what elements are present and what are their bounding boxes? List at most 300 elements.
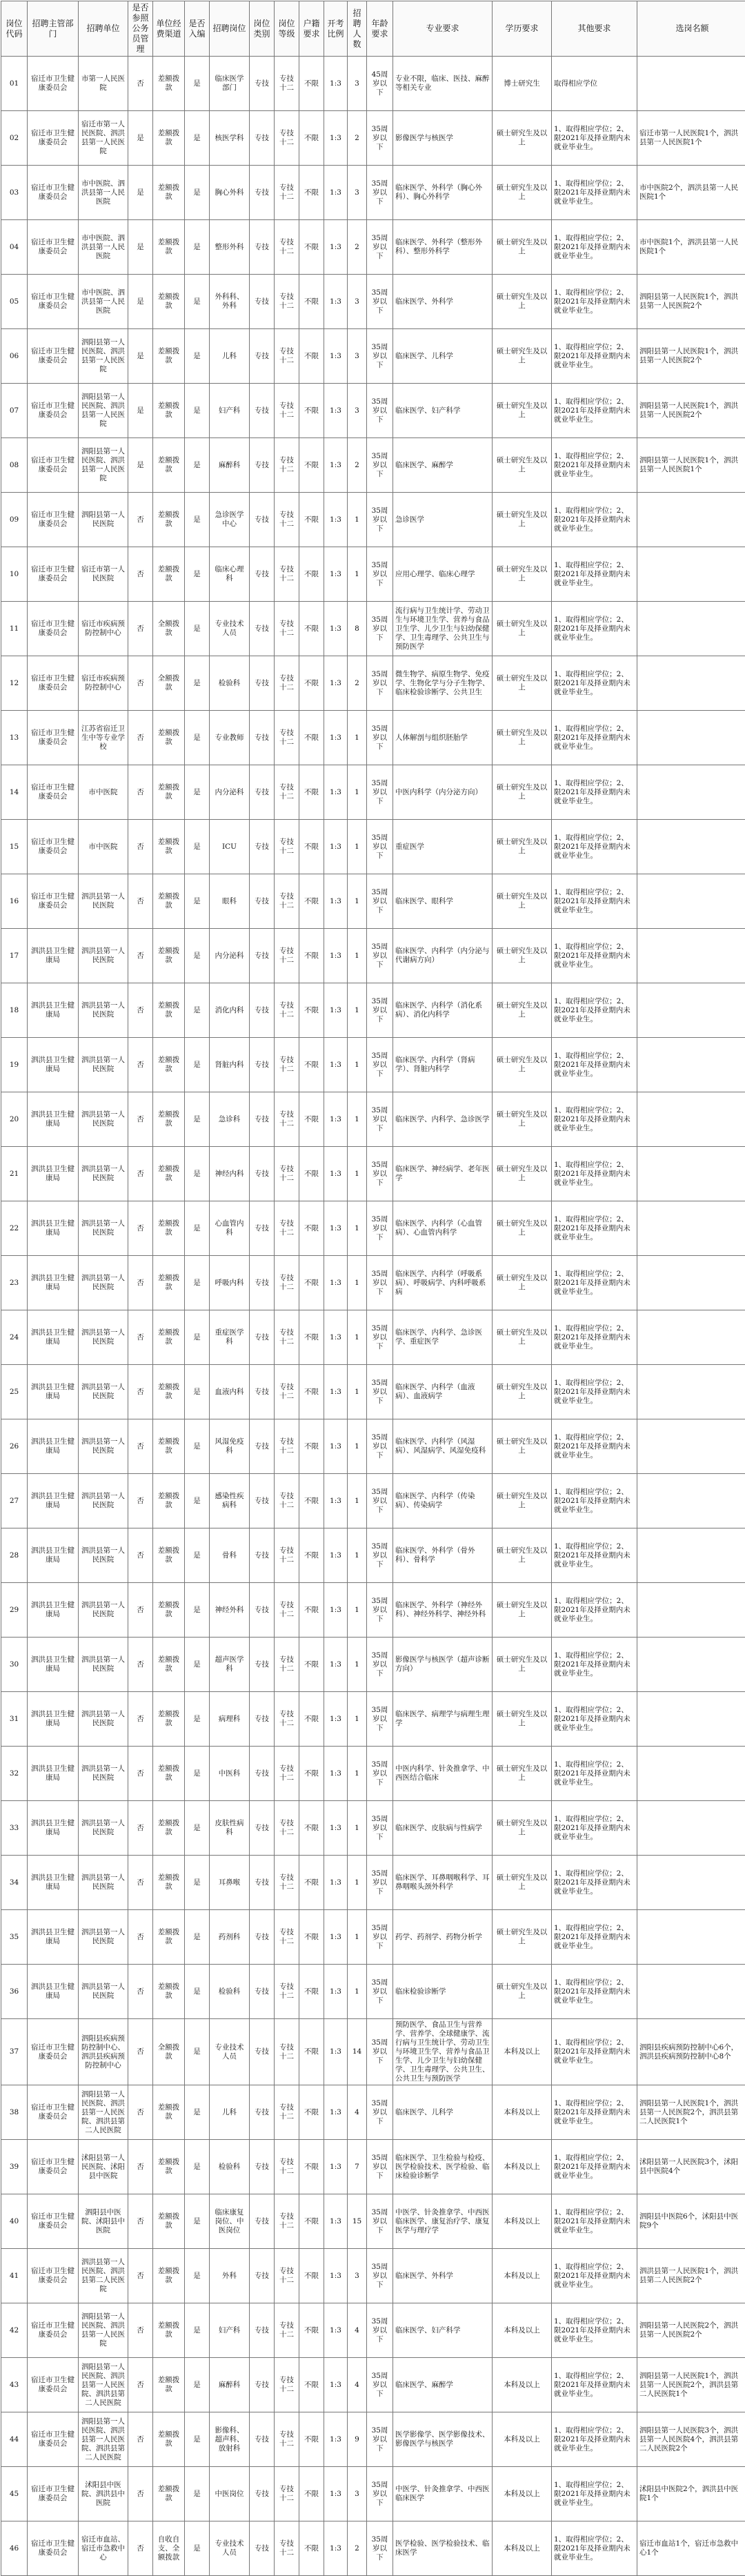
cell-col-major: 医学影像学、医学影像技术、影像医学与核医学 (393, 2412, 493, 2467)
table-row (1, 983, 745, 1038)
cell-col-department: 泗洪县卫生健康局 (28, 1419, 79, 1474)
cell-col-major: 临床医学、神经病学、老年医学 (393, 1147, 493, 1201)
cell-col-unit: 泗洪县第一人民医院 (79, 983, 128, 1038)
cell-col-other: 1、取得相应学位；2、限2021年及择业期内未就业毕业生。 (552, 1528, 637, 1583)
cell-col-funding: 差额拨款 (153, 983, 185, 1038)
cell-col-civil-servant-ref: 否 (128, 1310, 153, 1365)
cell-col-education: 硕士研究生及以上 (493, 1419, 552, 1474)
cell-col-department: 宿迁市卫生健康委员会 (28, 820, 79, 874)
cell-col-department: 宿迁市卫生健康委员会 (28, 493, 79, 547)
cell-col-grade: 专技十二 (275, 2521, 299, 2576)
table-row (1, 2140, 745, 2194)
cell-col-age: 45周岁以下 (367, 57, 393, 111)
cell-col-exam-ratio: 1:3 (324, 1474, 348, 1528)
cell-col-position: 整形外科 (210, 220, 250, 275)
cell-col-department: 泗洪县卫生健康局 (28, 1365, 79, 1419)
table-row (1, 2467, 745, 2521)
cell-col-position: 肾脏内科 (210, 1038, 250, 1092)
cell-col-establishment: 是 (185, 1419, 210, 1474)
cell-col-education: 硕士研究生及以上 (493, 275, 552, 329)
cell-col-other: 1、取得相应学位；2、限2021年及择业期内未就业毕业生。 (552, 874, 637, 929)
cell-col-grade: 专技十二 (275, 1801, 299, 1856)
cell-col-funding: 差额拨款 (153, 329, 185, 384)
cell-col-education: 硕士研究生及以上 (493, 1528, 552, 1583)
cell-col-funding: 差额拨款 (153, 1419, 185, 1474)
table-body (1, 57, 745, 2576)
cell-col-department: 宿迁市卫生健康委员会 (28, 384, 79, 438)
cell-col-major: 流行病与卫生统计学、劳动卫生与环境卫生学、营养与食品卫生学、儿少卫生与妇幼保健学、卫生毒理学、公共卫生与预防医学 (393, 602, 493, 656)
cell-col-civil-servant-ref: 否 (128, 656, 153, 711)
cell-col-other: 1、取得相应学位；2、限2021年及择业期内未就业毕业生。 (552, 2085, 637, 2140)
cell-col-headcount: 1 (348, 493, 367, 547)
cell-col-funding: 全额拨款 (153, 602, 185, 656)
cell-col-establishment: 是 (185, 1692, 210, 1747)
cell-col-education: 硕士研究生及以上 (493, 1365, 552, 1419)
cell-col-position: 专业技术人员 (210, 2521, 250, 2576)
cell-col-quota: 泗阳县第一人民医院1个，泗洪县第一人民医院2个 (637, 384, 745, 438)
cell-col-quota: 泗阳县疾病预防控制中心6个，泗洪县疾病预防控制中心8个 (637, 2019, 745, 2085)
cell-col-education: 硕士研究生及以上 (493, 1638, 552, 1692)
cell-col-category: 专技 (250, 1256, 275, 1310)
cell-col-other: 1、取得相应学位；2、限2021年及择业期内未就业毕业生。 (552, 1147, 637, 1201)
cell-col-code: 07 (1, 384, 28, 438)
cell-col-funding: 差额拨款 (153, 166, 185, 220)
cell-col-quota: 泗阳县第一人民医院1个，泗洪县第一人民医院1个 (637, 438, 745, 493)
cell-col-civil-servant-ref: 否 (128, 2303, 153, 2358)
table-row (1, 2194, 745, 2249)
cell-col-department: 泗洪县卫生健康局 (28, 1201, 79, 1256)
cell-col-other: 1、取得相应学位；2、限2021年及择业期内未就业毕业生。 (552, 1474, 637, 1528)
cell-col-code: 26 (1, 1419, 28, 1474)
cell-col-unit: 泗洪县第一人民医院 (79, 1474, 128, 1528)
cell-col-education: 本科及以上 (493, 2085, 552, 2140)
cell-col-headcount: 1 (348, 1092, 367, 1147)
cell-col-major: 临床医学、外科学 (393, 2249, 493, 2303)
cell-col-unit: 江苏省宿迁卫生中等专业学校 (79, 711, 128, 765)
cell-col-category: 专技 (250, 2521, 275, 2576)
cell-col-grade: 专技十二 (275, 1256, 299, 1310)
cell-col-headcount: 3 (348, 384, 367, 438)
cell-col-other: 1、取得相应学位；2、限2021年及择业期内未就业毕业生。 (552, 2467, 637, 2521)
cell-col-category: 专技 (250, 2194, 275, 2249)
cell-col-other: 1、取得相应学位；2、限2021年及择业期内未就业毕业生。 (552, 1801, 637, 1856)
cell-col-exam-ratio: 1:3 (324, 1365, 348, 1419)
cell-col-department: 泗洪县卫生健康局 (28, 1692, 79, 1747)
table-row (1, 1474, 745, 1528)
cell-col-category: 专技 (250, 111, 275, 166)
cell-col-grade: 专技十二 (275, 1038, 299, 1092)
cell-col-establishment: 是 (185, 1310, 210, 1365)
cell-col-age: 35周岁以下 (367, 2412, 393, 2467)
cell-col-unit: 市中医院、泗洪县第一人民医院 (79, 275, 128, 329)
cell-col-exam-ratio: 1:3 (324, 1201, 348, 1256)
cell-col-grade: 专技十二 (275, 329, 299, 384)
cell-col-position: 内分泌科 (210, 929, 250, 983)
cell-col-other: 1、取得相应学位；2、限2021年及择业期内未就业毕业生。 (552, 1092, 637, 1147)
cell-col-establishment: 是 (185, 1201, 210, 1256)
cell-col-civil-servant-ref: 否 (128, 1583, 153, 1638)
cell-col-code: 42 (1, 2303, 28, 2358)
cell-col-education: 硕士研究生及以上 (493, 1801, 552, 1856)
cell-col-residence: 不限 (299, 57, 324, 111)
cell-col-unit: 宿迁市血站、宿迁市急救中心 (79, 2521, 128, 2576)
cell-col-civil-servant-ref: 否 (128, 2358, 153, 2412)
cell-col-funding: 差额拨款 (153, 493, 185, 547)
cell-col-code: 36 (1, 1965, 28, 2019)
table-row (1, 2085, 745, 2140)
cell-col-code: 15 (1, 820, 28, 874)
cell-col-residence: 不限 (299, 1583, 324, 1638)
cell-col-other: 1、取得相应学位；2、限2021年及择业期内未就业毕业生。 (552, 547, 637, 602)
cell-col-category: 专技 (250, 1201, 275, 1256)
cell-col-other: 1、取得相应学位；2、限2021年及择业期内未就业毕业生。 (552, 1910, 637, 1965)
cell-col-residence: 不限 (299, 1365, 324, 1419)
cell-col-residence: 不限 (299, 1256, 324, 1310)
cell-col-other: 1、取得相应学位；2、限2021年及择业期内未就业毕业生。 (552, 275, 637, 329)
cell-col-residence: 不限 (299, 1692, 324, 1747)
table-row (1, 493, 745, 547)
header-col-exam-ratio: 开考比例 (324, 1, 348, 57)
cell-col-exam-ratio: 1:3 (324, 1419, 348, 1474)
cell-col-establishment: 是 (185, 1474, 210, 1528)
cell-col-position: 耳鼻喉 (210, 1856, 250, 1910)
table-row (1, 1038, 745, 1092)
cell-col-headcount: 4 (348, 2358, 367, 2412)
cell-col-category: 专技 (250, 1856, 275, 1910)
cell-col-quota: 沭阳县中医院2个，泗洪县中医院1个 (637, 2467, 745, 2521)
cell-col-headcount: 1 (348, 1201, 367, 1256)
cell-col-establishment: 是 (185, 1856, 210, 1910)
cell-col-unit: 宿迁市第一人民医院、泗洪县第一人民医院 (79, 111, 128, 166)
cell-col-unit: 泗洪县第一人民医院、泗洪县第二人民医院 (79, 2249, 128, 2303)
cell-col-major: 临床医学、卫生检验与检疫、医学检验技术、医学检验、临床检验诊断学 (393, 2140, 493, 2194)
cell-col-department: 泗洪县卫生健康局 (28, 1256, 79, 1310)
cell-col-age: 35周岁以下 (367, 1856, 393, 1910)
cell-col-quota: 泗阳县第一人民医院3个，泗洪县第一人民医院4个，泗洪县第二人民医院2个 (637, 2412, 745, 2467)
cell-col-exam-ratio: 1:3 (324, 929, 348, 983)
cell-col-funding: 差额拨款 (153, 2140, 185, 2194)
cell-col-major: 预防医学、食品卫生与营养学、营养学、全球健康学、流行病与卫生统计学、劳动卫生与环境卫生学、营养与食品卫生学、儿少卫生与妇幼保健学、卫生毒理学、公共卫生、公共卫生与预防医学 (393, 2019, 493, 2085)
cell-col-major: 临床医学、外科学 (393, 275, 493, 329)
cell-col-quota (637, 765, 745, 820)
cell-col-quota: 市中医院1个，泗洪县第一人民医院1个 (637, 220, 745, 275)
cell-col-residence: 不限 (299, 1419, 324, 1474)
cell-col-age: 35周岁以下 (367, 983, 393, 1038)
cell-col-establishment: 是 (185, 1638, 210, 1692)
cell-col-exam-ratio: 1:3 (324, 2140, 348, 2194)
header-col-establishment: 是否入编 (185, 1, 210, 57)
cell-col-civil-servant-ref: 否 (128, 1092, 153, 1147)
cell-col-civil-servant-ref: 否 (128, 820, 153, 874)
cell-col-major: 影像医学与核医学（超声诊断方向） (393, 1638, 493, 1692)
cell-col-residence: 不限 (299, 2358, 324, 2412)
cell-col-quota (637, 1038, 745, 1092)
table-row (1, 2303, 745, 2358)
cell-col-civil-servant-ref: 否 (128, 1856, 153, 1910)
cell-col-age: 35周岁以下 (367, 111, 393, 166)
table-row (1, 1310, 745, 1365)
cell-col-grade: 专技十二 (275, 765, 299, 820)
cell-col-residence: 不限 (299, 166, 324, 220)
table-row (1, 2412, 745, 2467)
cell-col-establishment: 是 (185, 2249, 210, 2303)
cell-col-other: 1、取得相应学位；2、限2021年及择业期内未就业毕业生。 (552, 438, 637, 493)
cell-col-civil-servant-ref: 否 (128, 983, 153, 1038)
cell-col-headcount: 1 (348, 1692, 367, 1747)
table-row (1, 1528, 745, 1583)
cell-col-department: 泗洪县卫生健康局 (28, 1528, 79, 1583)
cell-col-establishment: 是 (185, 2194, 210, 2249)
cell-col-unit: 市中医院、泗洪县第一人民医院 (79, 220, 128, 275)
cell-col-education: 硕士研究生及以上 (493, 765, 552, 820)
cell-col-headcount: 1 (348, 1910, 367, 1965)
cell-col-headcount: 1 (348, 820, 367, 874)
cell-col-headcount: 3 (348, 329, 367, 384)
cell-col-headcount: 2 (348, 220, 367, 275)
cell-col-grade: 专技十二 (275, 1910, 299, 1965)
cell-col-headcount: 1 (348, 547, 367, 602)
cell-col-civil-servant-ref: 否 (128, 2521, 153, 2576)
cell-col-headcount: 8 (348, 602, 367, 656)
header-col-unit: 招聘单位 (79, 1, 128, 57)
cell-col-education: 博士研究生 (493, 57, 552, 111)
cell-col-civil-servant-ref: 否 (128, 57, 153, 111)
cell-col-unit: 沭阳县中医院、泗洪县中医院 (79, 2467, 128, 2521)
cell-col-department: 宿迁市卫生健康委员会 (28, 111, 79, 166)
cell-col-department: 宿迁市卫生健康委员会 (28, 329, 79, 384)
cell-col-funding: 差额拨款 (153, 1310, 185, 1365)
cell-col-unit: 泗洪县第一人民医院 (79, 1583, 128, 1638)
cell-col-civil-servant-ref: 否 (128, 765, 153, 820)
cell-col-code: 38 (1, 2085, 28, 2140)
cell-col-residence: 不限 (299, 1474, 324, 1528)
cell-col-major: 微生物学、病原生物学、免疫学、生物化学与分子生物学、临床检验诊断学、公共卫生 (393, 656, 493, 711)
cell-col-position: 皮肤性病科 (210, 1801, 250, 1856)
cell-col-quota (637, 1747, 745, 1801)
cell-col-category: 专技 (250, 820, 275, 874)
cell-col-category: 专技 (250, 2358, 275, 2412)
cell-col-grade: 专技十二 (275, 2303, 299, 2358)
cell-col-funding: 差额拨款 (153, 220, 185, 275)
cell-col-establishment: 是 (185, 602, 210, 656)
cell-col-position: 呼吸内科 (210, 1256, 250, 1310)
cell-col-exam-ratio: 1:3 (324, 1856, 348, 1910)
cell-col-position: 消化内科 (210, 983, 250, 1038)
cell-col-other: 1、取得相应学位；2、限2021年及择业期内未就业毕业生。 (552, 220, 637, 275)
cell-col-education: 硕士研究生及以上 (493, 493, 552, 547)
cell-col-department: 泗洪县卫生健康局 (28, 1856, 79, 1910)
cell-col-quota: 泗阳县第一人民医院1个，泗洪县第一人民医院2个 (637, 275, 745, 329)
cell-col-age: 35周岁以下 (367, 275, 393, 329)
cell-col-education: 硕士研究生及以上 (493, 1201, 552, 1256)
cell-col-category: 专技 (250, 2085, 275, 2140)
header-col-other: 其他要求 (552, 1, 637, 57)
cell-col-age: 35周岁以下 (367, 602, 393, 656)
cell-col-establishment: 是 (185, 765, 210, 820)
cell-col-exam-ratio: 1:3 (324, 2303, 348, 2358)
cell-col-quota (637, 1474, 745, 1528)
cell-col-category: 专技 (250, 711, 275, 765)
cell-col-unit: 泗洪县第一人民医院 (79, 1256, 128, 1310)
cell-col-position: 超声医学科 (210, 1638, 250, 1692)
cell-col-major: 临床医学、外科学（胸心外科）、胸心外科学 (393, 166, 493, 220)
table-row (1, 1638, 745, 1692)
cell-col-code: 10 (1, 547, 28, 602)
cell-col-residence: 不限 (299, 656, 324, 711)
cell-col-grade: 专技十二 (275, 1092, 299, 1147)
cell-col-quota (637, 547, 745, 602)
cell-col-other: 1、取得相应学位；2、限2021年及择业期内未就业毕业生。 (552, 1310, 637, 1365)
cell-col-unit: 泗洪县第一人民医院 (79, 1528, 128, 1583)
cell-col-quota (637, 929, 745, 983)
cell-col-unit: 泗洪县第一人民医院 (79, 1201, 128, 1256)
cell-col-major: 临床医学、儿科学 (393, 329, 493, 384)
cell-col-funding: 差额拨款 (153, 111, 185, 166)
cell-col-code: 14 (1, 765, 28, 820)
cell-col-major: 临床医学、儿科学 (393, 2085, 493, 2140)
cell-col-quota (637, 602, 745, 656)
cell-col-grade: 专技十二 (275, 1310, 299, 1365)
cell-col-funding: 差额拨款 (153, 1910, 185, 1965)
cell-col-headcount: 2 (348, 2521, 367, 2576)
table-row (1, 57, 745, 111)
cell-col-unit: 泗洪县第一人民医院 (79, 1692, 128, 1747)
cell-col-category: 专技 (250, 1583, 275, 1638)
cell-col-education: 硕士研究生及以上 (493, 602, 552, 656)
cell-col-code: 16 (1, 874, 28, 929)
cell-col-unit: 泗洪县第一人民医院 (79, 1419, 128, 1474)
cell-col-unit: 市中医院、泗洪县第一人民医院 (79, 166, 128, 220)
cell-col-code: 02 (1, 111, 28, 166)
cell-col-category: 专技 (250, 1910, 275, 1965)
header-col-department: 招聘主管部门 (28, 1, 79, 57)
cell-col-establishment: 是 (185, 2521, 210, 2576)
cell-col-residence: 不限 (299, 2194, 324, 2249)
cell-col-other: 1、取得相应学位；2、限2021年及择业期内未就业毕业生。 (552, 1965, 637, 2019)
cell-col-establishment: 是 (185, 2467, 210, 2521)
cell-col-establishment: 是 (185, 983, 210, 1038)
cell-col-code: 34 (1, 1856, 28, 1910)
cell-col-age: 35周岁以下 (367, 1692, 393, 1747)
cell-col-category: 专技 (250, 1474, 275, 1528)
cell-col-headcount: 1 (348, 929, 367, 983)
cell-col-code: 45 (1, 2467, 28, 2521)
cell-col-headcount: 1 (348, 1256, 367, 1310)
cell-col-exam-ratio: 1:3 (324, 820, 348, 874)
cell-col-category: 专技 (250, 220, 275, 275)
cell-col-funding: 差额拨款 (153, 1583, 185, 1638)
cell-col-quota: 泗阳县中医院6个，沭阳县中医院9个 (637, 2194, 745, 2249)
cell-col-other: 1、取得相应学位；2、限2021年及择业期内未就业毕业生。 (552, 2194, 637, 2249)
cell-col-code: 21 (1, 1147, 28, 1201)
cell-col-position: 妇产科 (210, 384, 250, 438)
cell-col-position: 骨科 (210, 1528, 250, 1583)
cell-col-residence: 不限 (299, 874, 324, 929)
cell-col-headcount: 2 (348, 656, 367, 711)
cell-col-code: 27 (1, 1474, 28, 1528)
cell-col-education: 本科及以上 (493, 2249, 552, 2303)
cell-col-grade: 专技十二 (275, 438, 299, 493)
cell-col-position: 外科 (210, 2249, 250, 2303)
table-header (1, 1, 745, 57)
table-row (1, 1092, 745, 1147)
cell-col-grade: 专技十二 (275, 2249, 299, 2303)
cell-col-grade: 专技十二 (275, 874, 299, 929)
cell-col-civil-servant-ref: 是 (128, 275, 153, 329)
cell-col-exam-ratio: 1:3 (324, 2249, 348, 2303)
cell-col-residence: 不限 (299, 547, 324, 602)
cell-col-education: 硕士研究生及以上 (493, 1910, 552, 1965)
cell-col-exam-ratio: 1:3 (324, 1747, 348, 1801)
cell-col-education: 硕士研究生及以上 (493, 874, 552, 929)
cell-col-unit: 泗洪县第一人民医院 (79, 1038, 128, 1092)
cell-col-unit: 泗阳县中医院、沭阳县中医院 (79, 2194, 128, 2249)
cell-col-funding: 差额拨款 (153, 874, 185, 929)
cell-col-age: 35周岁以下 (367, 1038, 393, 1092)
cell-col-unit: 宿迁市疾病预防控制中心 (79, 656, 128, 711)
cell-col-age: 35周岁以下 (367, 1583, 393, 1638)
cell-col-category: 专技 (250, 656, 275, 711)
cell-col-other: 1、取得相应学位；2、限2021年及择业期内未就业毕业生。 (552, 2358, 637, 2412)
cell-col-residence: 不限 (299, 1965, 324, 2019)
cell-col-civil-servant-ref: 否 (128, 2085, 153, 2140)
cell-col-civil-servant-ref: 否 (128, 1528, 153, 1583)
header-col-grade: 岗位等级 (275, 1, 299, 57)
cell-col-grade: 专技十二 (275, 2194, 299, 2249)
cell-col-major: 临床医学、妇产科学 (393, 384, 493, 438)
table-row (1, 111, 745, 166)
cell-col-unit: 泗阳县第一人民医院、泗洪县第一人民医院 (79, 384, 128, 438)
cell-col-funding: 差额拨款 (153, 1528, 185, 1583)
cell-col-position: 外科科、外科 (210, 275, 250, 329)
cell-col-quota (637, 1801, 745, 1856)
cell-col-quota (637, 1692, 745, 1747)
cell-col-residence: 不限 (299, 220, 324, 275)
cell-col-exam-ratio: 1:3 (324, 1528, 348, 1583)
cell-col-civil-servant-ref: 否 (128, 2140, 153, 2194)
cell-col-position: 中医科 (210, 1747, 250, 1801)
cell-col-residence: 不限 (299, 329, 324, 384)
cell-col-unit: 市第一人民医院 (79, 57, 128, 111)
cell-col-exam-ratio: 1:3 (324, 1310, 348, 1365)
cell-col-civil-servant-ref: 否 (128, 1747, 153, 1801)
header-col-major: 专业要求 (393, 1, 493, 57)
cell-col-department: 宿迁市卫生健康委员会 (28, 765, 79, 820)
cell-col-department: 宿迁市卫生健康委员会 (28, 2412, 79, 2467)
cell-col-grade: 专技十二 (275, 929, 299, 983)
cell-col-headcount: 3 (348, 2249, 367, 2303)
cell-col-exam-ratio: 1:3 (324, 57, 348, 111)
cell-col-position: 急诊医学中心 (210, 493, 250, 547)
cell-col-civil-servant-ref: 是 (128, 438, 153, 493)
cell-col-unit: 宿迁市第一人民医院 (79, 547, 128, 602)
cell-col-headcount: 1 (348, 1965, 367, 2019)
cell-col-establishment: 是 (185, 329, 210, 384)
cell-col-residence: 不限 (299, 983, 324, 1038)
cell-col-department: 宿迁市卫生健康委员会 (28, 711, 79, 765)
cell-col-major: 临床医学、妇产科学 (393, 2303, 493, 2358)
cell-col-residence: 不限 (299, 1856, 324, 1910)
cell-col-major: 医学检验、医学检验技术、临床医学 (393, 2521, 493, 2576)
cell-col-education: 硕士研究生及以上 (493, 1474, 552, 1528)
cell-col-quota (637, 1365, 745, 1419)
cell-col-age: 35周岁以下 (367, 2358, 393, 2412)
cell-col-other: 1、取得相应学位；2、限2021年及择业期内未就业毕业生。 (552, 2140, 637, 2194)
cell-col-headcount: 1 (348, 1638, 367, 1692)
cell-col-unit: 泗洪县第一人民医院 (79, 1638, 128, 1692)
cell-col-unit: 泗阳县疾病预防控制中心、泗洪县疾病预防控制中心 (79, 2019, 128, 2085)
cell-col-code: 28 (1, 1528, 28, 1583)
